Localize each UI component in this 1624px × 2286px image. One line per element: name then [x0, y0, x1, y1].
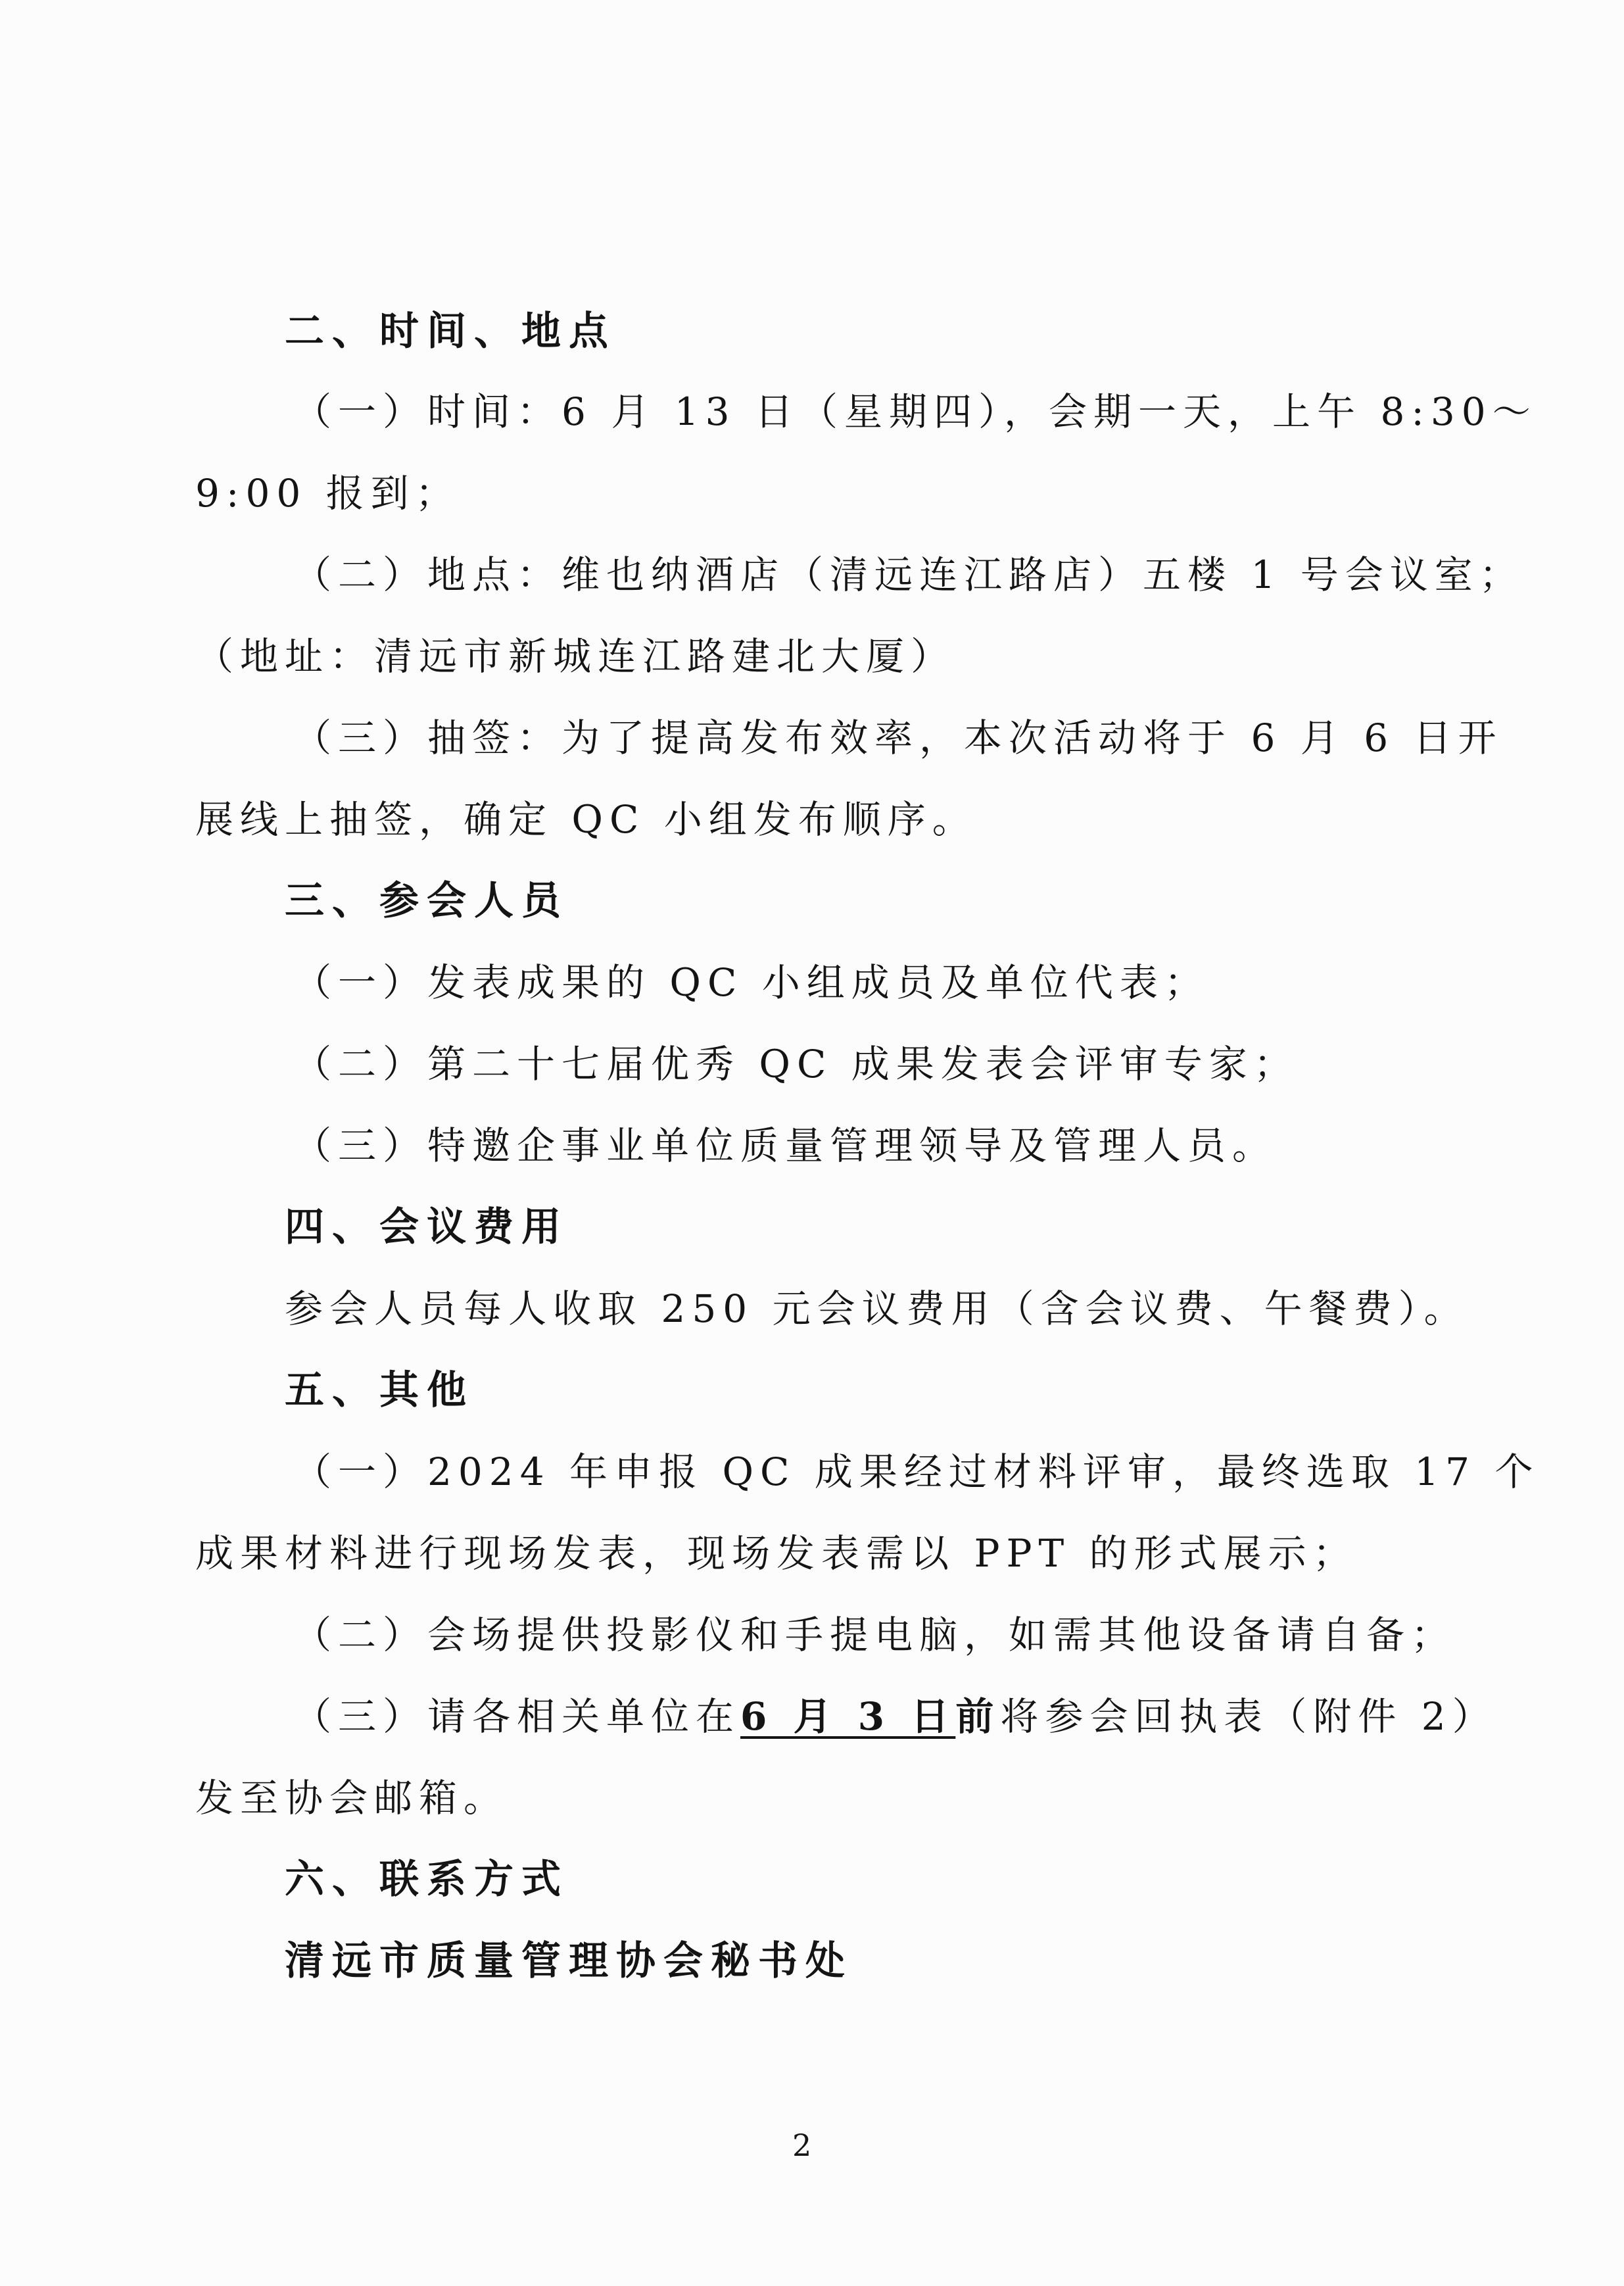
section-heading-attendees: 三、参会人员	[285, 878, 569, 924]
place-line-1: （二）地点：维也纳酒店（清远连江路店）五楼 1 号会议室；	[293, 552, 1524, 597]
attendees-item-1: （一）发表成果的 QC 小组成员及单位代表；	[293, 960, 1209, 1005]
section-heading-fees: 四、会议费用	[285, 1204, 569, 1250]
place-line-2: （地址：清远市新城连江路建北大厦）	[195, 634, 956, 679]
other-item-1-line-1: （一）2024 年申报 QC 成果经过材料评审，最终选取 17 个	[293, 1449, 1540, 1494]
other-item-3-suffix: 将参会回执表（附件 2）	[1000, 1694, 1497, 1739]
section-heading-other: 五、其他	[285, 1367, 474, 1413]
other-item-3-prefix: （三）请各相关单位在	[293, 1694, 741, 1739]
deadline-date: 6 月 3 日	[740, 1694, 956, 1739]
fees-text: 参会人员每人收取 250 元会议费用（含会议费、午餐费）。	[285, 1286, 1469, 1331]
section-heading-contact: 六、联系方式	[285, 1857, 569, 1903]
draw-line-1: （三）抽签：为了提高发布效率，本次活动将于 6 月 6 日开	[293, 716, 1503, 760]
other-item-2: （二）会场提供投影仪和手提电脑，如需其他设备请自备；	[293, 1613, 1456, 1657]
deadline-before: 前	[955, 1694, 1001, 1739]
attendees-item-2: （二）第二十七届优秀 QC 成果发表会评审专家；	[293, 1042, 1299, 1086]
attendees-item-3: （三）特邀企事业单位质量管理领导及管理人员。	[293, 1123, 1278, 1168]
contact-org: 清远市质量管理协会秘书处	[285, 1938, 853, 1984]
other-item-3-line-1	[293, 1690, 1497, 1743]
section-heading-time-place: 二、时间、地点	[285, 308, 616, 354]
other-item-1-line-2: 成果材料进行现场发表，现场发表需以 PPT 的形式展示；	[195, 1531, 1358, 1576]
other-item-3-line-2: 发至协会邮箱。	[195, 1776, 509, 1820]
page-number: 2	[792, 2128, 812, 2163]
time-line-1: （一）时间：6 月 13 日（星期四），会期一天，上午 8:30～	[293, 389, 1537, 434]
time-line-2: 9:00 报到；	[195, 471, 460, 516]
draw-line-2: 展线上抽签，确定 QC 小组发布顺序。	[195, 797, 977, 842]
